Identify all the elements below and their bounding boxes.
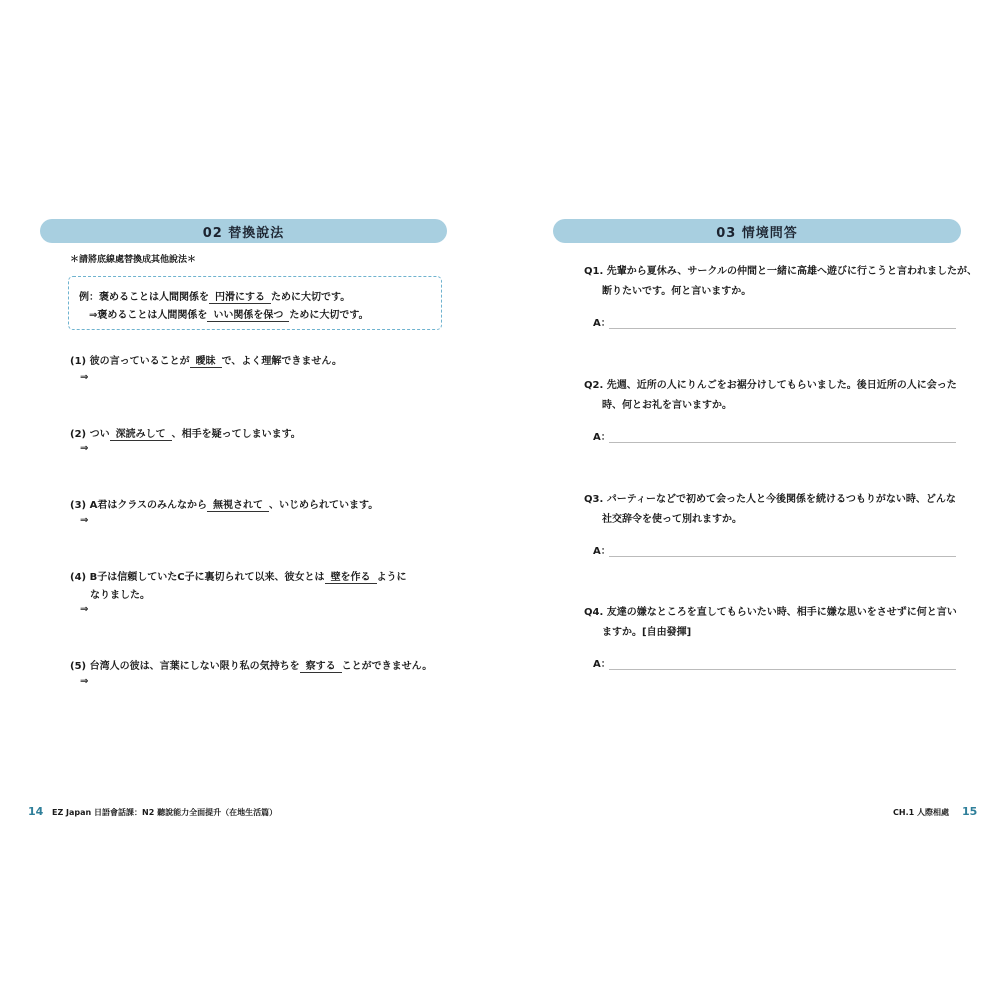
exercise-number: (4) — [70, 572, 87, 583]
exercise-number: (1) — [70, 356, 87, 367]
section-banner-rephrase: 02 替換說法 — [40, 219, 447, 243]
instruction-note: ＊請將底線處替換成其他說法＊ — [70, 255, 197, 265]
answer-arrow: ⇒ — [80, 604, 89, 615]
question-text-continued: 時、何とお礼を言いますか。 — [602, 400, 732, 411]
exercise-5 — [70, 657, 432, 673]
example-line-2-pre: ⇒褒めることは人間関係を — [89, 310, 208, 321]
question-1 — [584, 262, 977, 302]
answer-line-2[interactable] — [593, 428, 956, 443]
answer-arrow: ⇒ — [80, 676, 89, 687]
answer-label: A： — [593, 432, 611, 443]
answer-arrow: ⇒ — [80, 443, 89, 454]
example-line-2-post: ために大切です。 — [289, 310, 369, 321]
exercise-post: ことができません。 — [341, 661, 433, 672]
answer-rule — [609, 317, 956, 329]
exercise-post: 、相手を疑ってしまいます。 — [171, 429, 301, 440]
exercise-pre: 台湾人の彼は、言葉にしない限り私の気持ちを — [89, 661, 300, 672]
section-banner-situation-qa: 03 情境問答 — [553, 219, 961, 243]
question-text-continued: 社交辞令を使って別れますか。 — [602, 514, 742, 525]
question-text-continued: 断りたいです。何と言いますか。 — [602, 286, 752, 297]
question-text: パーティーなどで初めて会った人と今後関係を続けるつもりがない時、どんな — [606, 494, 956, 505]
exercise-number: (3) — [70, 500, 87, 511]
exercise-pre: A君はクラスのみんなから — [89, 500, 208, 511]
question-3 — [584, 490, 956, 530]
chapter-footer: CH.1 人際相處 — [893, 808, 949, 817]
exercise-post: 、いじめられています。 — [269, 500, 379, 511]
exercise-number: (2) — [70, 429, 87, 440]
question-2 — [584, 376, 957, 416]
exercise-1 — [70, 352, 342, 368]
exercise-post: ように — [376, 572, 407, 583]
exercise-4 — [70, 568, 407, 584]
answer-label: A： — [593, 659, 611, 670]
book-title-footer: EZ Japan 日語會話課：N2 聽說能力全面提升（在地生活篇） — [52, 808, 278, 817]
exercise-2 — [70, 425, 301, 441]
answer-line-3[interactable] — [593, 542, 956, 557]
exercise-blank: 曖昧 — [190, 352, 222, 368]
question-number: Q1. — [584, 266, 604, 277]
example-line-2 — [89, 306, 369, 322]
example-line-2-blank: いい関係を保つ — [207, 306, 289, 322]
question-text: 先週、近所の人にりんごをお裾分けしてもらいました。後日近所の人に会った — [606, 380, 957, 391]
question-text-continued: ますか。[自由發揮] — [602, 627, 692, 638]
exercise-post: で、よく理解できません。 — [221, 356, 342, 367]
answer-rule — [609, 545, 956, 557]
page-number: 14 — [28, 805, 44, 818]
question-number: Q3. — [584, 494, 604, 505]
exercise-blank: 深読みして — [110, 425, 172, 441]
example-box — [68, 276, 442, 330]
example-line-1-post: ために大切です。 — [271, 292, 351, 303]
exercise-pre: つい — [89, 429, 110, 440]
exercise-blank: 壁を作る — [325, 568, 377, 584]
answer-arrow: ⇒ — [80, 372, 89, 383]
exercise-pre: B子は信頼していたC子に裏切られて以来、彼女とは — [89, 572, 325, 583]
exercise-number: (5) — [70, 661, 87, 672]
answer-rule — [609, 658, 956, 670]
answer-arrow: ⇒ — [80, 515, 89, 526]
exercise-blank: 察する — [300, 657, 342, 673]
exercise-4-continuation: なりました。 — [90, 590, 150, 601]
question-text: 先輩から夏休み、サークルの仲間と一緒に高雄へ遊びに行こうと言われましたが、 — [606, 266, 978, 277]
exercise-pre: 彼の言っていることが — [89, 356, 190, 367]
example-line-1-pre: 例：褒めることは人間関係を — [79, 292, 209, 303]
question-number: Q4. — [584, 607, 604, 618]
answer-label: A： — [593, 546, 611, 557]
question-text: 友達の嫌なところを直してもらいたい時、相手に嫌な思いをさせずに何と言い — [606, 607, 957, 618]
example-line-1-blank: 円滑にする — [209, 288, 271, 304]
answer-line-1[interactable] — [593, 314, 956, 329]
example-line-1 — [79, 288, 350, 304]
answer-line-4[interactable] — [593, 655, 956, 670]
question-number: Q2. — [584, 380, 604, 391]
page-number: 15 — [962, 805, 978, 818]
exercise-3 — [70, 496, 378, 512]
answer-rule — [609, 431, 956, 443]
question-4 — [584, 603, 957, 643]
answer-label: A： — [593, 318, 611, 329]
exercise-blank: 無視されて — [207, 496, 269, 512]
